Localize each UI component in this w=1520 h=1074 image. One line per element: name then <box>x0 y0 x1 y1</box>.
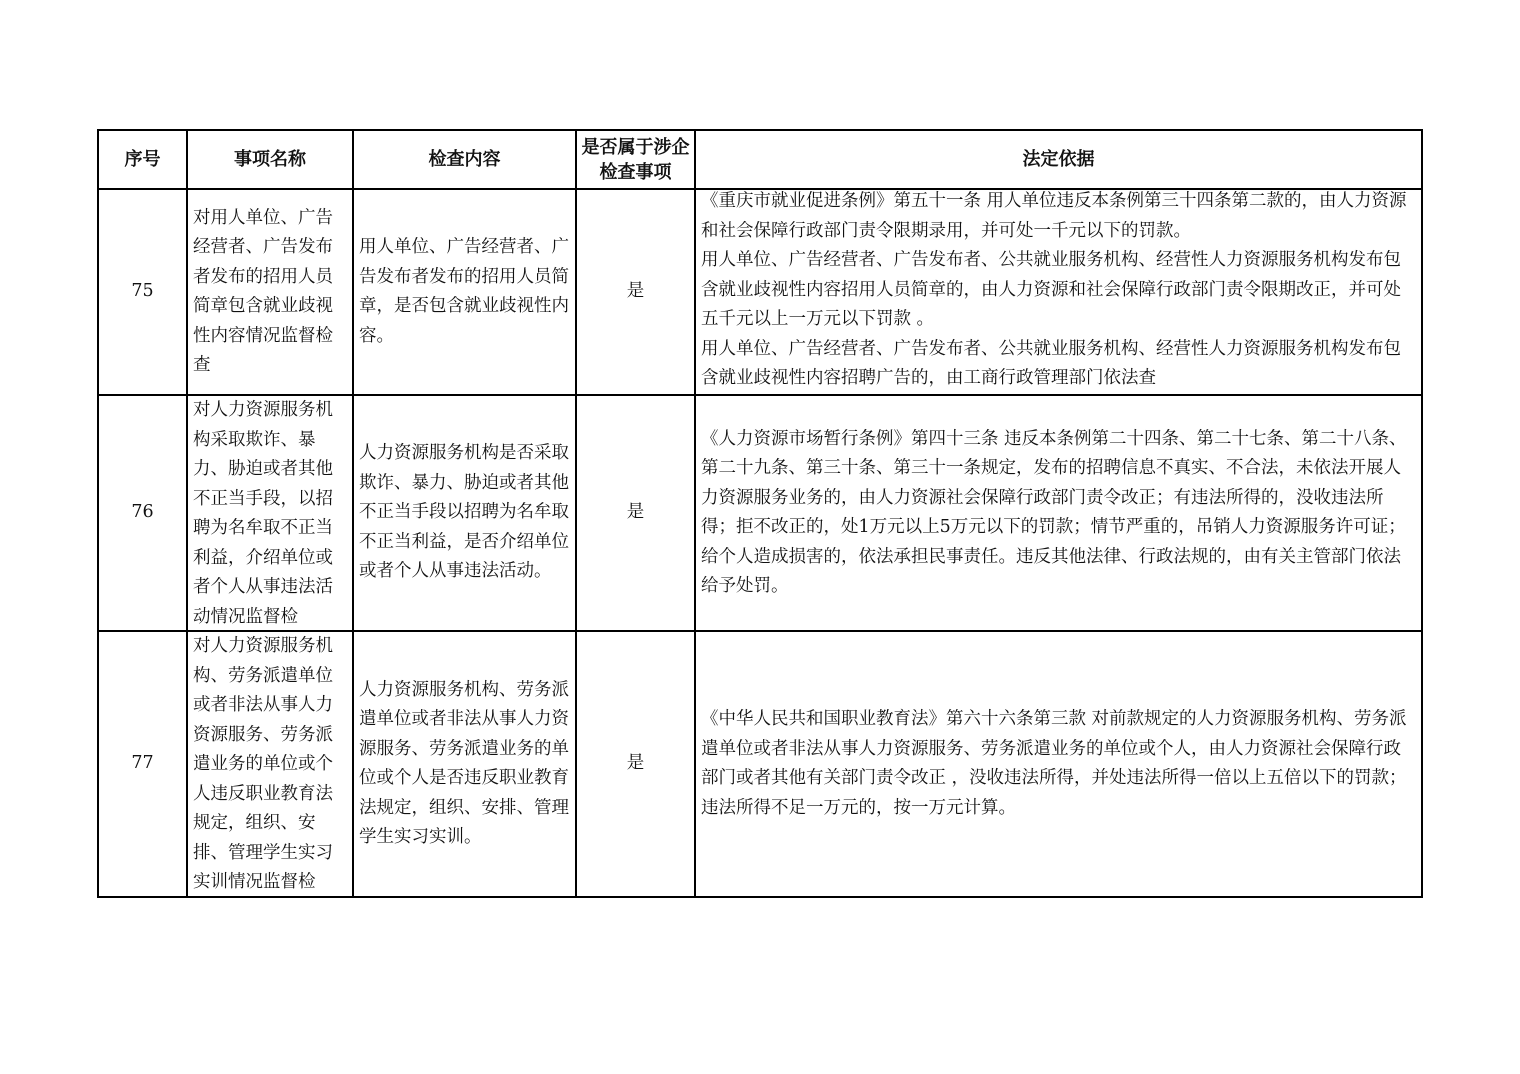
table-row <box>98 395 1422 631</box>
row-serial-number: 76 <box>98 395 187 631</box>
header-inspection-content: 检查内容 <box>353 130 576 189</box>
row-serial-number: 77 <box>98 631 187 897</box>
legal-basis-paragraph: 《重庆市就业促进条例》第五十一条 用人单位违反本条例第三十四条第二款的，由人力资源和社会保障行政部门责令限期录用，并可处一千元以下的罚款。 <box>701 191 1407 241</box>
header-enterprise-related <box>576 130 695 189</box>
table-row <box>98 189 1422 395</box>
row-serial-number: 75 <box>98 189 187 395</box>
row-inspection-content-text: 人力资源服务机构、劳务派遣单位或者非法从事人力资源服务、劳务派遣业务的单位或个人是否违反职业教育法规定，组织、安排、管理学生实习实训。 <box>359 679 569 847</box>
legal-basis-paragraph: 《中华人民共和国职业教育法》第六十六条第三款 对前款规定的人力资源服务机构、劳务派遣单位或者非法从事人力资源服务、劳务派遣业务的单位或个人，由人力资源社会保障行政部门或者其他有关部门责令改正 ，没收违法所得，并处违法所得一倍以上五倍以下的罚款；违法所得不足一万元的，按一万元计算。 <box>701 709 1407 818</box>
header-enterprise-related-text: 是否属于涉企检查事项 <box>581 136 690 183</box>
row-inspection-content <box>353 395 576 631</box>
row-item-name-text: 对用人单位、广告经营者、广告发布者发布的招用人员简章包含就业歧视性内容情况监督检查 <box>193 207 333 375</box>
row-legal-basis <box>695 631 1422 897</box>
row-legal-basis <box>695 189 1422 395</box>
row-enterprise-related: 是 <box>576 631 695 897</box>
row-item-name <box>187 631 353 897</box>
row-inspection-content-text: 人力资源服务机构是否采取欺诈、暴力、胁迫或者其他不正当手段以招聘为名牟取不正当利益，是否介绍单位或者个人从事违法活动。 <box>359 443 569 582</box>
row-inspection-content <box>353 189 576 395</box>
row-item-name <box>187 395 353 631</box>
row-legal-basis <box>695 395 1422 631</box>
legal-basis-paragraph: 《人力资源市场暂行条例》第四十三条 违反本条例第二十四条、第二十七条、第二十八条、第二十九条、第三十条、第三十一条规定，发布的招聘信息不真实、不合法，未依法开展人力资源服务业务的，由人力资源社会保障行政部门责令改正；有违法所得的，没收违法所得；拒不改正的，处1万元以上5万元以下的罚款；情节严重的，吊销人力资源服务许可证；给个人造成损害的，依法承担民事责任。违反其他法律、行政法规的，由有关主管部门依法给予处罚。 <box>701 428 1407 596</box>
row-item-name-text: 对人力资源服务机构、劳务派遣单位或者非法从事人力资源服务、劳务派遣业务的单位或个人违反职业教育法规定，组织、安排、管理学生实习实训情况监督检 <box>193 636 333 892</box>
legal-basis-paragraph: 用人单位、广告经营者、广告发布者、公共就业服务机构、经营性人力资源服务机构发布包含就业歧视性内容招用人员简章的，由人力资源和社会保障行政部门责令限期改正，并可处五千元以上一万元以下罚款 。 <box>701 250 1401 329</box>
row-item-name <box>187 189 353 395</box>
row-item-name-text: 对人力资源服务机构采取欺诈、暴力、胁迫或者其他不正当手段，以招聘为名牟取不正当利益，介绍单位或者个人从事违法活动情况监督检 <box>193 400 333 627</box>
row-enterprise-related: 是 <box>576 395 695 631</box>
inspection-items-table-container <box>97 129 1421 898</box>
table-row <box>98 631 1422 897</box>
header-serial-number: 序号 <box>98 130 187 189</box>
table-header-row <box>98 130 1422 189</box>
header-item-name: 事项名称 <box>187 130 353 189</box>
inspection-items-table <box>97 129 1423 898</box>
row-enterprise-related: 是 <box>576 189 695 395</box>
legal-basis-paragraph: 用人单位、广告经营者、广告发布者、公共就业服务机构、经营性人力资源服务机构发布包含就业歧视性内容招聘广告的，由工商行政管理部门依法查 <box>701 338 1401 388</box>
header-legal-basis: 法定依据 <box>695 130 1422 189</box>
row-inspection-content-text: 用人单位、广告经营者、广告发布者发布的招用人员简章，是否包含就业歧视性内容。 <box>359 237 569 346</box>
row-inspection-content <box>353 631 576 897</box>
